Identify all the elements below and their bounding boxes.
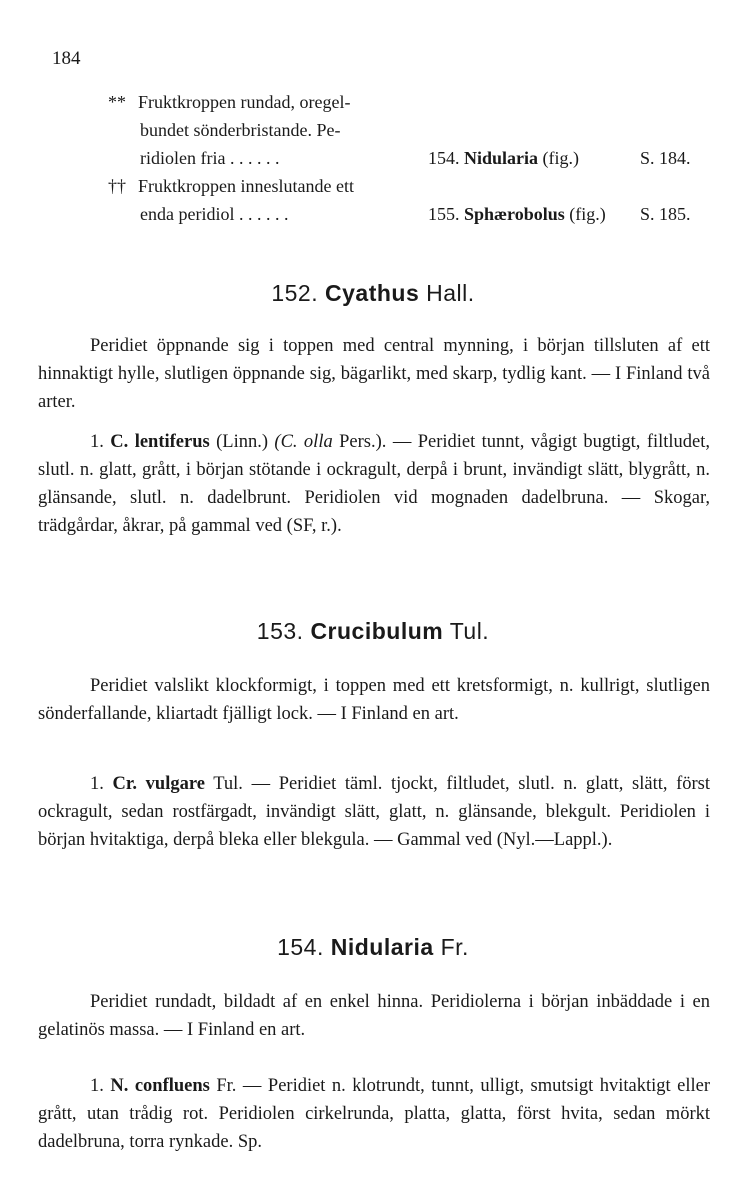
genus-name: Crucibulum: [310, 618, 444, 644]
genus-name: Nidularia: [330, 934, 434, 960]
genus-heading: [0, 934, 746, 961]
key-ref-genus: Nidularia: [464, 148, 539, 168]
species-authority: Tul.: [213, 774, 243, 794]
key-entry-nidularia: [108, 88, 708, 172]
genus-description: Peridiet rundadt, bildadt af en enkel hinna. Peridiolerna i början inbäddade i en gelatinös massa. — I Finland en art.: [38, 992, 710, 1040]
species-authority: Fr.: [216, 1076, 237, 1096]
genus-number: 152.: [271, 280, 319, 306]
species-entry: [38, 428, 710, 540]
key-ref-genus: Sphærobolus: [464, 204, 565, 224]
species-text: — Peridiet tunnt, vågigt bugtigt, filtludet, slutl. n. glatt, grått, i början stötande i ockragult, derpå i brunt, invändigt slätt, blygrått, n. glänsande, slutl. n. dadelbrunt. Peridiolen vid mognaden dadelbruna. — Skogar, trädgårdar, åkrar, på gammal ved (SF, r.).: [38, 432, 711, 536]
key-ref: [428, 200, 606, 228]
species-synonym: (C. olla: [274, 432, 333, 452]
key-mark: ††: [108, 176, 126, 196]
species-epithet: vulgare: [145, 774, 205, 794]
genus-heading: [0, 280, 746, 307]
species-genus-abbr: N.: [110, 1076, 129, 1096]
key-ref-page: S. 185.: [640, 204, 691, 224]
species-epithet: lentiferus: [134, 432, 210, 452]
key-entry-sphaerobolus: [108, 172, 708, 228]
key-line: ridiolen fria . . . . . .: [140, 148, 280, 168]
species-entry: [38, 1072, 710, 1156]
genus-heading: [0, 618, 746, 645]
genus-number: 154.: [277, 934, 324, 960]
page-number: 184: [52, 48, 81, 69]
species-authority: (Linn.): [216, 432, 268, 452]
key-ref-page: S. 184.: [640, 148, 691, 168]
key-mark: **: [108, 92, 126, 112]
species-entry: [38, 770, 710, 854]
species-genus-abbr: C.: [110, 432, 129, 452]
genus-description: Peridiet valslikt klockformigt, i toppen med ett kretsformigt, n. kullrigt, slutligen sönderfallande, kliartadt fjälligt lock. — I Finland en art.: [38, 676, 710, 724]
genus-author: Fr.: [440, 934, 469, 960]
species-number: 1.: [90, 774, 104, 794]
genus-number: 153.: [256, 618, 304, 644]
genus-name: Cyathus: [325, 280, 420, 306]
key-ref-fig: (fig.): [542, 148, 579, 168]
key-ref-number: 155.: [428, 204, 460, 224]
species-number: 1.: [90, 432, 104, 452]
species-number: 1.: [90, 1076, 104, 1096]
key-line: bundet sönderbristande. Pe-: [140, 120, 341, 140]
genus-description: Peridiet öppnande sig i toppen med central mynning, i början tillsluten af ett hinnaktigt hylle, slutligen öppnande sig, bägarlikt, med skarp, tydlig kant. — I Finland två arter.: [38, 336, 710, 412]
species-text: — Peridiet n. klotrundt, tunnt, ulligt, smutsigt hvitaktigt eller grått, utan trådig rot. Peridiolen cirkelrunda, platta, glatta, först hvita, sedan mörkt dadelbruna, torra rynkade. Sp.: [38, 1076, 710, 1152]
species-epithet: confluens: [134, 1076, 210, 1096]
key-line: enda peridiol . . . . . .: [140, 204, 289, 224]
genus-author: Hall.: [426, 280, 475, 306]
key-ref: [428, 144, 579, 172]
key-ref-number: 154.: [428, 148, 460, 168]
species-synonym-author: Pers.).: [339, 432, 387, 452]
species-genus-abbr: Cr.: [112, 774, 138, 794]
key-ref-fig: (fig.): [569, 204, 606, 224]
genus-author: Tul.: [449, 618, 490, 644]
key-line: Fruktkroppen rundad, oregel-: [138, 92, 351, 112]
key-line: Fruktkroppen inneslutande ett: [138, 176, 354, 196]
species-text: — Peridiet täml. tjockt, filtludet, slutl. n. glatt, slätt, först ockragult, sedan rostfärgadt, invändigt slätt, glatt, n. glänsande, blekgult. Peridiolen i början hvitaktiga, derpå bleka eller blekgula. — Gammal ved (Nyl.—Lappl.).: [38, 774, 711, 850]
